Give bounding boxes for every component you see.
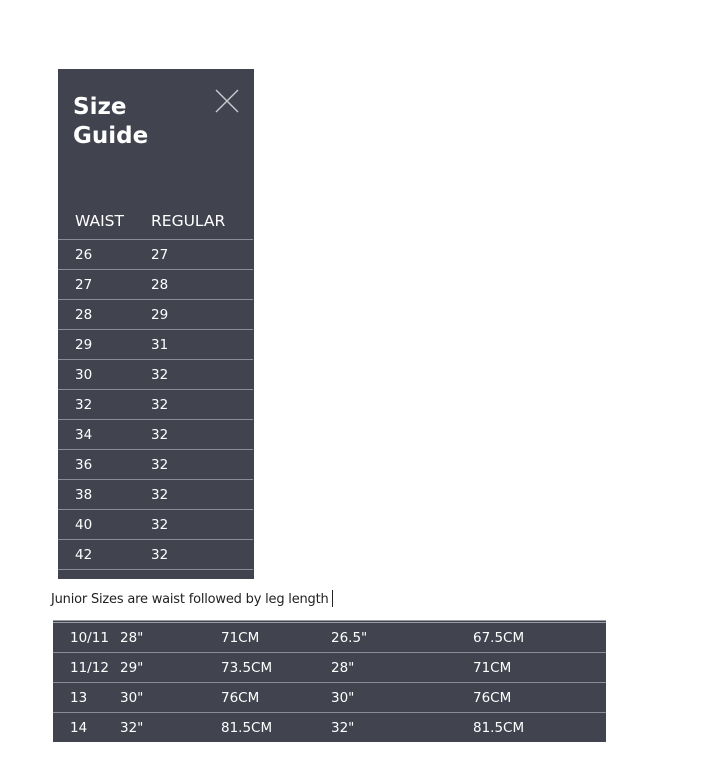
close-icon[interactable] (215, 89, 239, 113)
waist-inch-cell: 30" (120, 683, 221, 713)
table-row (53, 623, 606, 653)
leg-inch-cell: 32" (331, 719, 355, 736)
size-table (58, 203, 253, 570)
regular-cell: 32 (139, 540, 253, 570)
regular-cell: 32 (139, 390, 253, 420)
waist-cell: 40 (58, 510, 139, 540)
table-row (58, 330, 253, 360)
waist-cm-cell: 73.5CM (221, 653, 331, 683)
waist-header: WAIST (58, 203, 139, 240)
regular-cell: 27 (139, 240, 253, 270)
junior-size-cell: 14 (70, 719, 88, 736)
waist-cell: 30 (58, 360, 139, 390)
table-row (53, 683, 606, 713)
text-cursor (332, 590, 333, 607)
table-row (58, 360, 253, 390)
table-row (58, 300, 253, 330)
regular-cell: 31 (139, 330, 253, 360)
regular-cell: 32 (139, 450, 253, 480)
page-title: Size Guide (73, 94, 149, 149)
leg-cm-cell: 67.5CM (473, 623, 606, 653)
regular-cell: 32 (139, 420, 253, 450)
leg-inch-cell: 28" (331, 653, 473, 683)
table-row (58, 390, 253, 420)
waist-cell: 26 (58, 240, 139, 270)
waist-cell: 29 (58, 330, 139, 360)
junior-size-table (53, 620, 606, 742)
size-table-header (58, 203, 253, 240)
waist-inch-cell: 28" (120, 623, 221, 653)
waist-inch-cell: 29" (120, 653, 221, 683)
table-row (58, 540, 253, 570)
table-row (58, 420, 253, 450)
leg-cm-cell: 71CM (473, 653, 606, 683)
junior-sizes-note[interactable] (51, 590, 333, 607)
regular-header: REGULAR (139, 203, 253, 240)
regular-cell: 29 (139, 300, 253, 330)
waist-cell: 38 (58, 480, 139, 510)
waist-inch-cell: 32" (120, 719, 144, 736)
size-guide-panel (58, 69, 254, 579)
junior-size-cell: 13 (53, 683, 120, 713)
waist-cell: 42 (58, 540, 139, 570)
waist-cell: 32 (58, 390, 139, 420)
waist-cm-cell: 76CM (221, 683, 331, 713)
table-row (58, 240, 253, 270)
leg-cm-cell: 81.5CM (473, 719, 525, 736)
table-row (58, 270, 253, 300)
table-row (53, 653, 606, 683)
table-row (53, 713, 606, 743)
regular-cell: 28 (139, 270, 253, 300)
junior-size-cell: 10/11 (53, 623, 120, 653)
waist-cell: 28 (58, 300, 139, 330)
regular-cell: 32 (139, 510, 253, 540)
table-row (58, 450, 253, 480)
junior-note-text: Junior Sizes are waist followed by leg length (51, 592, 329, 607)
table-row (58, 510, 253, 540)
junior-size-cell: 11/12 (53, 653, 120, 683)
leg-inch-cell: 30" (331, 683, 473, 713)
waist-cm-cell: 71CM (221, 623, 331, 653)
regular-cell: 32 (139, 360, 253, 390)
table-row (58, 480, 253, 510)
regular-cell: 32 (139, 480, 253, 510)
leg-cm-cell: 76CM (473, 683, 606, 713)
waist-cell: 27 (58, 270, 139, 300)
waist-cell: 36 (58, 450, 139, 480)
leg-inch-cell: 26.5" (331, 623, 473, 653)
waist-cell: 34 (58, 420, 139, 450)
waist-cm-cell: 81.5CM (221, 719, 273, 736)
